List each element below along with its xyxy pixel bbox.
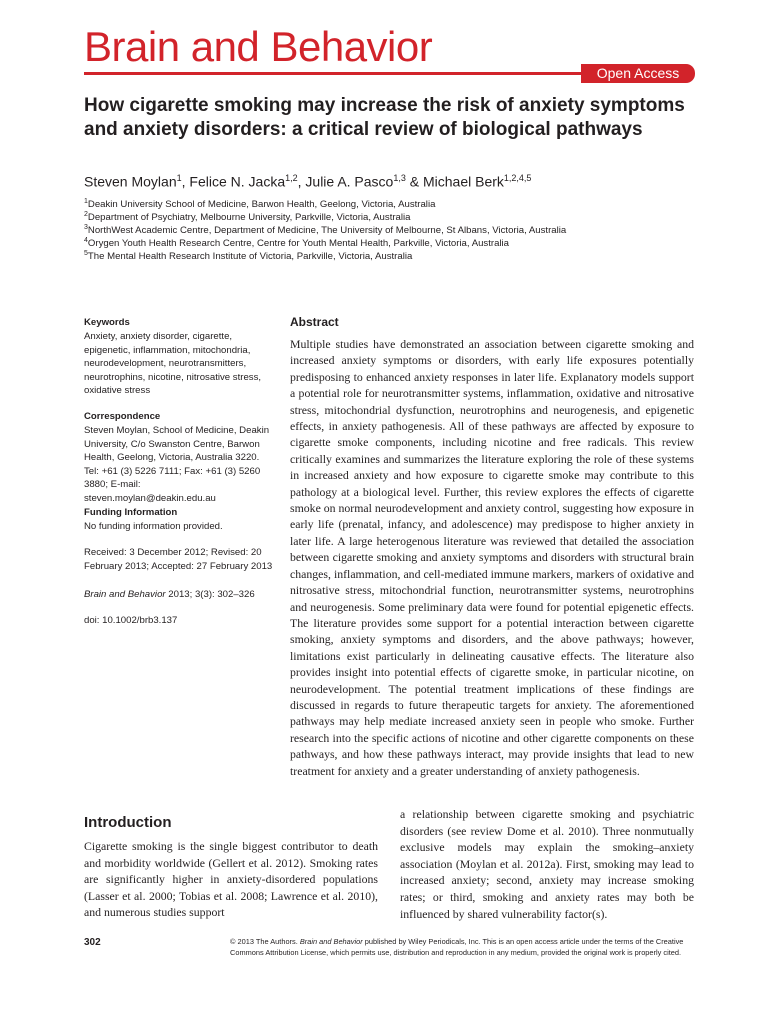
- introduction-heading: Introduction: [84, 814, 172, 831]
- license-terms: published by Wiley Periodicals, Inc. This is an open access article under the terms of the Creative Commons Attribution License, which permits use, distribution and reproduction in any medium, provided the original work is properly cited.: [230, 937, 684, 958]
- affiliation: [84, 247, 694, 264]
- correspondence-heading: Correspondence: [84, 411, 161, 422]
- article-title: How cigarette smoking may increase the risk of anxiety symptoms and anxiety disorders: a critical review of biological pathways: [84, 95, 685, 140]
- affiliation-marker: 4: [84, 237, 88, 244]
- author-affiliation-marker: 1: [176, 173, 182, 183]
- author-affiliation-marker: 1,2: [285, 173, 298, 183]
- citation-details: 2013; 3(3): 302–326: [165, 589, 255, 600]
- author-separator: ,: [297, 173, 306, 190]
- correspondence-text: Steven Moylan, School of Medicine, Deakin University, C/o Swanston Centre, Barwon Health, Geelong, Victoria, Australia 3220. Tel: +61 (3) 5226 7111; Fax: +61 (3) 5260 3880; E-mail: steven.moylan@deakin.edu.au: [84, 425, 270, 504]
- affiliation-text: Deakin University School of Medicine, Barwon Health, Geelong, Victoria, Australia: [87, 199, 436, 211]
- author-affiliation-marker: 1,3: [393, 173, 406, 183]
- keywords-list: Anxiety, anxiety disorder, cigarette, epigenetic, inflammation, mitochondria, neurodevelopment, neurotransmitters, neurotrophins, nicotine, nitrosative stress, oxidative stress: [84, 331, 262, 396]
- affiliation-text: Orygen Youth Health Research Centre, Centre for Youth Mental Health, Parkville, Victoria, Australia: [87, 238, 510, 250]
- keywords-heading: Keywords: [84, 317, 130, 328]
- abstract-text: Multiple studies have demonstrated an association between cigarette smoking and increased anxiety symptoms or disorders, with early life exposures potentially predisposing to enhanced anxiety responses in later life. Explanatory models support a potential role for neurotransmitter systems, inflammation, oxidative and nitrosative stress, mitochondrial dysfunction, neurotrophins and neurogenesis, and epigenetic effects, in anxiety pathogenesis. All of these pathways are affected by exposure to cigarette smoke components, including nicotine and free radicals. This review critically examines and summarizes the literature exploring the role of these systems in increased anxiety and how exposure to cigarette smoke may contribute to this pathology at a biological level. Further, this review explores the effects of cigarette smoke on normal neurodevelopment and anxiety control, suggesting how exposure in early life (prenatal, infancy, and adolescence) may predispose to higher anxiety in later life. A large heterogenous literature was reviewed that detailed the association between cigarette smoking and anxiety symptoms and disorders with structural brain changes, inflammation, and cell-mediated immune markers, markers of oxidative and nitrosative stress, mitochondrial function, neurotransmitter systems, neurotrophins and neurogenesis. Some preliminary data were found for potential epigenetic effects. The literature provides some support for a potential interaction between cigarette smoking, anxiety symptoms and disorders, and the above pathways; however, limitations exist particularly in delineating causative effects. The literature also provides insight into potential effects of cigarette smoke, in particular nicotine, on neurodevelopment. The potential treatment implications of these findings are discussed in regards to future therapeutic targets for anxiety. The aforementioned pathways may help mediate increased anxiety seen in people who smoke. Further research into the specific actions of nicotine and other cigarette components on these pathways, and how these pathways interact, may provide insights that lead to new treatment for anxiety and a greater understanding of anxiety pathogenesis.: [290, 337, 694, 778]
- citation-journal: Brain and Behavior: [84, 589, 166, 600]
- received-dates: Received: 3 December 2012; Revised: 20 February 2013; Accepted: 27 February 2013: [84, 547, 273, 572]
- citation: [84, 588, 274, 602]
- journal-title: Brain and Behavior: [84, 23, 433, 70]
- author-affiliation-marker: 1,2,4,5: [503, 173, 532, 183]
- affiliation-text: Department of Psychiatry, Melbourne University, Parkville, Victoria, Australia: [87, 212, 411, 224]
- license-notice: [230, 936, 700, 958]
- affiliation-marker: 3: [84, 224, 88, 231]
- open-access-badge: Open Access: [581, 64, 695, 83]
- author-separator: ,: [181, 173, 190, 190]
- page-number: 302: [84, 937, 101, 948]
- author-name: Felice N. Jacka: [189, 173, 286, 190]
- funding-text: No funding information provided.: [84, 521, 223, 532]
- license-journal: Brain and Behavior: [299, 937, 363, 946]
- doi[interactable]: doi: 10.1002/brb3.137: [84, 615, 178, 626]
- affiliation-marker: 1: [84, 198, 88, 205]
- header-rule: [84, 72, 584, 75]
- affiliation-text: The Mental Health Research Institute of Victoria, Parkville, Victoria, Australia: [87, 251, 413, 263]
- author-name: Steven Moylan: [84, 173, 177, 190]
- introduction-right-column: a relationship between cigarette smoking and psychiatric disorders (see review Dome et al. 2010). Three nonmutually exclusive models may explain the smoking–anxiety association (Moylan et al. 2012a). First, smoking may lead to increased anxiety; second, anxiety may increase smoking rates; or third, smoking and anxiety rates may both be influenced by shared vulnerability factor(s).: [400, 807, 694, 921]
- author-name: Julie A. Pasco: [305, 173, 394, 190]
- license-copyright: © 2013 The Authors.: [230, 937, 300, 946]
- introduction-left-column: Cigarette smoking is the single biggest contributor to death and morbidity worldwide (Gellert et al. 2012). Smoking rates are significantly higher in anxiety-disordered populations (Lasser et al. 2000; Tobias et al. 2008; Lawrence et al. 2010), and numerous studies support: [84, 839, 378, 920]
- funding-heading: Funding Information: [84, 507, 178, 518]
- author-list: [84, 168, 694, 192]
- author-name: Michael Berk: [422, 173, 504, 190]
- affiliation-marker: 5: [84, 250, 88, 257]
- author-separator: &: [405, 173, 423, 190]
- abstract-heading: Abstract: [290, 315, 339, 329]
- affiliation-text: NorthWest Academic Centre, Department of Medicine, The University of Melbourne, St Albans, Victoria, Australia: [87, 225, 567, 237]
- affiliation-marker: 2: [84, 211, 88, 218]
